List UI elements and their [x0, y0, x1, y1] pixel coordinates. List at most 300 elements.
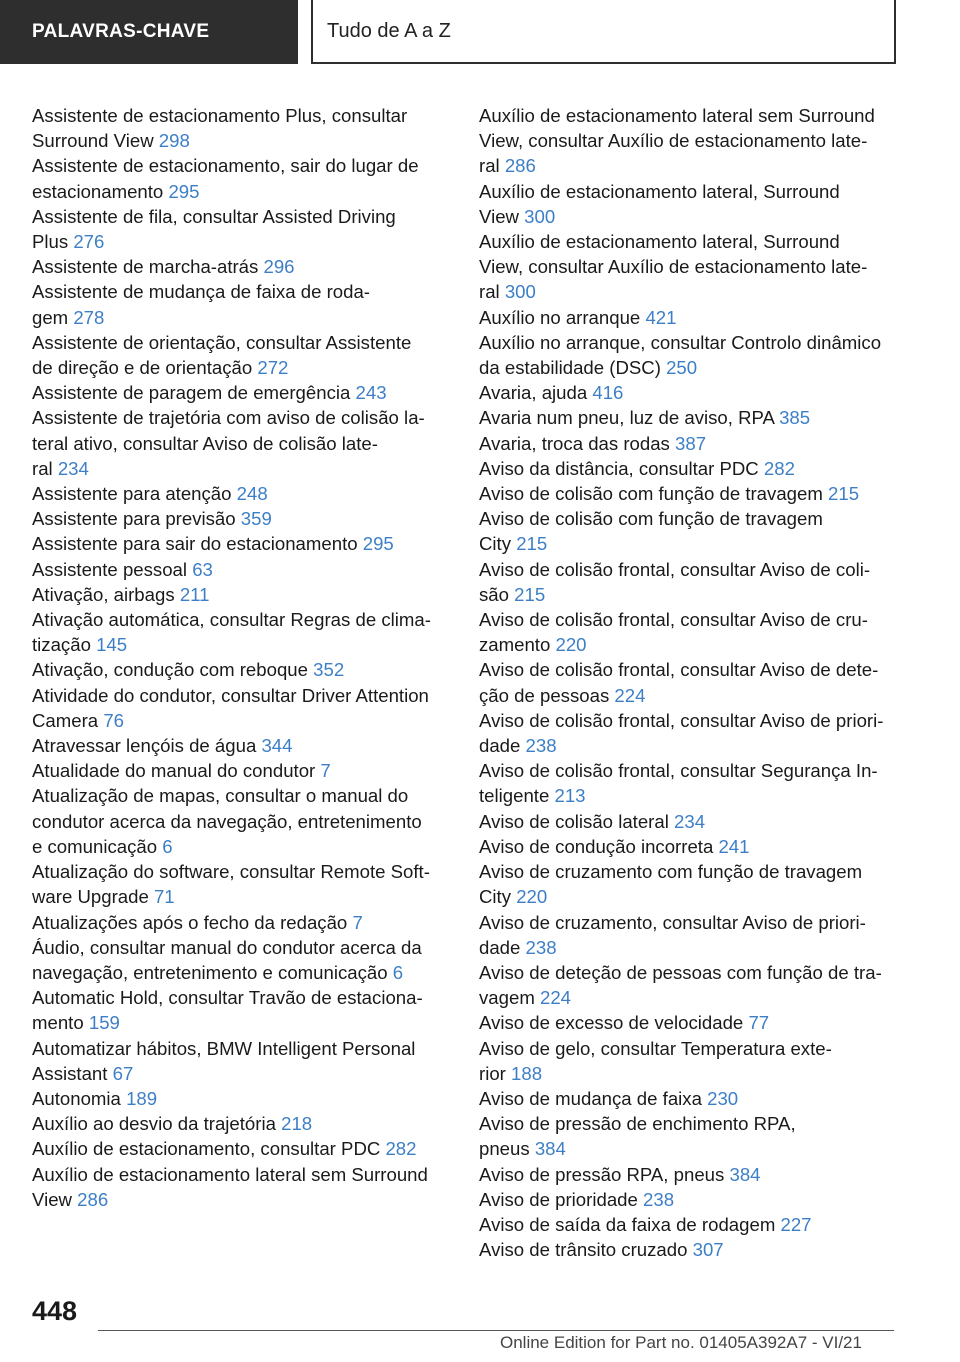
index-entry-text: ware Upgrade: [32, 886, 149, 908]
index-entry-text: Aviso de colisão com função de travagem: [479, 508, 823, 530]
index-entry-line: [479, 582, 899, 607]
index-entry: [32, 405, 452, 481]
page-reference-link[interactable]: 384: [534, 1138, 566, 1160]
index-entry-text: Assistente de estacionamento, sair do lugar de: [32, 155, 419, 177]
page-reference-link[interactable]: 248: [236, 483, 268, 505]
index-entry-line: [32, 128, 452, 153]
page-reference-link[interactable]: 224: [614, 684, 646, 706]
index-entry-text: zamento: [479, 634, 551, 656]
index-entry: [479, 859, 899, 909]
index-entry: [32, 1162, 452, 1212]
page-reference-link[interactable]: 387: [675, 432, 707, 454]
index-entry-text: Auxílio de estacionamento lateral sem Surround: [32, 1163, 428, 1185]
index-entry-text: Atualizações após o fecho da redação: [32, 911, 348, 933]
page-reference-link[interactable]: 211: [179, 583, 210, 605]
index-entry-text: Auxílio no arranque: [479, 306, 641, 328]
index-entry-text: Assistente de mudança de faixa de roda-: [32, 281, 370, 303]
index-entry: [32, 758, 452, 783]
page-reference-link[interactable]: 359: [240, 508, 272, 530]
page-reference-link[interactable]: 295: [362, 533, 394, 555]
page-reference-link[interactable]: 282: [385, 1138, 417, 1160]
index-entry-line: [479, 1061, 899, 1086]
section-label: PALAVRAS-CHAVE: [32, 21, 210, 42]
index-entry-text: mento: [32, 1012, 84, 1034]
index-entry: [479, 1086, 899, 1111]
page-reference-link[interactable]: 234: [57, 457, 89, 479]
index-entry-text: gem: [32, 306, 69, 328]
page-reference-link[interactable]: 213: [554, 785, 586, 807]
index-entry-text: Aviso da distância, consultar PDC: [479, 457, 759, 479]
index-entry: [32, 859, 452, 909]
page-reference-link[interactable]: 295: [168, 180, 200, 202]
index-entry: [479, 1162, 899, 1187]
index-entry-text: City: [479, 533, 512, 555]
index-entry: [479, 305, 899, 330]
index-entry: [32, 481, 452, 506]
page-reference-link[interactable]: 300: [524, 205, 556, 227]
index-entry-line: [32, 607, 452, 632]
index-entry-line: [479, 859, 899, 884]
index-entry-line: [479, 1136, 899, 1161]
index-entry-line: [479, 960, 899, 985]
page-reference-link[interactable]: 416: [592, 382, 624, 404]
index-entry: [32, 506, 452, 531]
index-entry-text: Atualização de mapas, consultar o manual do: [32, 785, 409, 807]
index-entry: [32, 254, 452, 279]
index-entry-text: Atividade do condutor, consultar Driver Attention: [32, 684, 429, 706]
page-reference-link[interactable]: 189: [126, 1087, 158, 1109]
index-entry-text: Assistente de estacionamento Plus, consultar: [32, 105, 408, 126]
index-entry-line: [479, 456, 899, 481]
index-entry: [479, 330, 899, 380]
index-entry-line: [479, 935, 899, 960]
index-entry: [32, 1136, 452, 1161]
index-entry-text: de direção e de orientação: [32, 357, 253, 379]
index-entry-text: e comunicação: [32, 835, 158, 857]
index-entry: [479, 1010, 899, 1035]
page-reference-link[interactable]: 238: [643, 1188, 675, 1210]
index-entry-line: [479, 884, 899, 909]
index-entry: [32, 783, 452, 859]
page-reference-link[interactable]: 282: [763, 457, 795, 479]
index-entry-text: Assistente de fila, consultar Assisted Driving: [32, 205, 396, 227]
page-reference-link[interactable]: 241: [718, 835, 750, 857]
page-reference-link[interactable]: 300: [504, 281, 536, 303]
index-entry-text: ção de pessoas: [479, 684, 610, 706]
index-entry-line: [479, 380, 899, 405]
page-reference-link[interactable]: 230: [707, 1087, 739, 1109]
page-reference-link[interactable]: 220: [516, 886, 548, 908]
index-entry: [32, 683, 452, 733]
index-entry-text: City: [479, 886, 512, 908]
index-entry-text: Autonomia: [32, 1087, 121, 1109]
index-entry-line: [479, 910, 899, 935]
page-reference-link[interactable]: 278: [73, 306, 105, 328]
index-entry: [479, 910, 899, 960]
index-entry: [32, 330, 452, 380]
page-reference-link[interactable]: 188: [511, 1062, 543, 1084]
index-entry-line: [32, 758, 452, 783]
page-reference-link[interactable]: 6: [162, 835, 173, 857]
index-entry-line: [479, 783, 899, 808]
index-entry-text: Assistente de marcha-atrás: [32, 256, 259, 278]
index-entry-line: [479, 355, 899, 380]
page-reference-link[interactable]: 7: [352, 911, 363, 933]
page-reference-link[interactable]: 220: [555, 634, 587, 656]
index-entry-text: Aviso de mudança de faixa: [479, 1087, 702, 1109]
index-entry-line: [32, 456, 452, 481]
index-entry-text: Camera: [32, 709, 99, 731]
page-reference-link[interactable]: 159: [88, 1012, 120, 1034]
index-entry-text: dade: [479, 735, 521, 757]
index-entry-line: [479, 405, 899, 430]
index-entry-text: Auxílio de estacionamento, consultar PDC: [32, 1138, 381, 1160]
index-entry-line: [479, 204, 899, 229]
index-entry-text: Aviso de cruzamento, consultar Aviso de priori-: [479, 911, 866, 933]
index-entry-line: [479, 1036, 899, 1061]
index-entry-text: Aviso de gelo, consultar Temperatura exte-: [479, 1037, 832, 1059]
index-entry: [32, 1036, 452, 1086]
page-reference-link[interactable]: 296: [263, 256, 295, 278]
index-entry: [479, 607, 899, 657]
index-entry: [479, 431, 899, 456]
index-entry-line: [32, 103, 452, 128]
page-reference-link[interactable]: 298: [158, 130, 190, 152]
index-entry: [32, 204, 452, 254]
index-entry: [32, 910, 452, 935]
index-entry: [32, 380, 452, 405]
index-column-left: [32, 103, 452, 1212]
index-entry-line: [479, 229, 899, 254]
page-reference-link[interactable]: 384: [729, 1163, 761, 1185]
index-entry-text: Aviso de colisão frontal, consultar Segurança In-: [479, 760, 878, 782]
index-entry-text: Aviso de colisão lateral: [479, 810, 669, 832]
index-entry-line: [32, 910, 452, 935]
index-entry-line: [32, 1187, 452, 1212]
index-entry-text: Atravessar lençóis de água: [32, 735, 257, 757]
index-entry-line: [479, 179, 899, 204]
index-entry: [479, 1212, 899, 1237]
page-reference-link[interactable]: 227: [780, 1213, 812, 1235]
footer-edition: Online Edition for Part no. 01405A392A7 - VI/21: [500, 1333, 862, 1352]
index-entry-line: [479, 330, 899, 355]
index-entry-line: [479, 733, 899, 758]
index-entry-text: Auxílio de estacionamento lateral, Surround: [479, 231, 840, 253]
page-reference-link[interactable]: 77: [748, 1012, 770, 1034]
index-entry-text: da estabilidade (DSC): [479, 357, 661, 379]
page-reference-link[interactable]: 344: [261, 735, 293, 757]
index-entry-text: Atualidade do manual do condutor: [32, 760, 316, 782]
page-reference-link[interactable]: 145: [96, 634, 128, 656]
index-entry-text: View, consultar Auxílio de estacionamento late-: [479, 130, 868, 152]
index-entry-line: [479, 1212, 899, 1237]
index-entry: [479, 708, 899, 758]
index-entry-line: [32, 1086, 452, 1111]
index-entry-text: vagem: [479, 987, 535, 1009]
index-entry-line: [479, 103, 899, 128]
index-entry-line: [32, 884, 452, 909]
index-entry: [479, 1237, 899, 1262]
page-reference-link[interactable]: 218: [281, 1113, 313, 1135]
index-entry-text: ral: [479, 155, 500, 177]
index-entry-line: [32, 557, 452, 582]
index-entry-line: [479, 305, 899, 330]
index-entry-line: [479, 1237, 899, 1262]
index-entry-text: Plus: [32, 231, 69, 253]
index-entry-text: Aviso de condução incorreta: [479, 835, 714, 857]
index-entry: [479, 834, 899, 859]
page-reference-link[interactable]: 76: [103, 709, 124, 731]
page-reference-link[interactable]: 307: [692, 1239, 724, 1261]
index-entry-text: Auxílio no arranque, consultar Controlo dinâmico: [479, 331, 882, 353]
index-entry-text: Aviso de deteção de pessoas com função de tra-: [479, 961, 882, 983]
index-entry-line: [32, 985, 452, 1010]
index-entry-text: View: [32, 1188, 72, 1210]
index-entry-text: Assistente pessoal: [32, 558, 188, 580]
index-entry: [32, 1086, 452, 1111]
index-entry-line: [32, 254, 452, 279]
index-entry-line: [32, 431, 452, 456]
index-entry: [32, 935, 452, 985]
index-entry-text: Atualização do software, consultar Remote Soft-: [32, 861, 430, 883]
index-entry-line: [32, 657, 452, 682]
index-entry: [479, 179, 899, 229]
index-entry-text: Aviso de colisão frontal, consultar Aviso de dete-: [479, 659, 879, 681]
index-entry-line: [32, 531, 452, 556]
index-entry-text: navegação, entretenimento e comunicação: [32, 961, 388, 983]
index-entry-line: [32, 582, 452, 607]
page-reference-link[interactable]: 272: [257, 357, 289, 379]
index-entry: [479, 557, 899, 607]
index-entry-text: Surround View: [32, 130, 154, 152]
index-entry-line: [32, 305, 452, 330]
index-entry-line: [479, 431, 899, 456]
page-reference-link[interactable]: 215: [514, 583, 546, 605]
index-entry: [479, 405, 899, 430]
page-reference-link[interactable]: 421: [645, 306, 677, 328]
index-entry-line: [32, 1036, 452, 1061]
index-entry: [32, 1111, 452, 1136]
index-entry-text: tização: [32, 634, 91, 656]
index-entry-text: dade: [479, 936, 521, 958]
index-entry-text: Assistente de trajetória com aviso de colisão la-: [32, 407, 425, 429]
index-entry-text: ral: [479, 281, 500, 303]
index-entry-text: Avaria num pneu, luz de aviso, RPA: [479, 407, 774, 429]
index-entry-line: [479, 1010, 899, 1035]
index-entry: [32, 557, 452, 582]
page-reference-link[interactable]: 71: [153, 886, 175, 908]
index-entry: [479, 481, 899, 506]
index-entry-line: [32, 481, 452, 506]
index-entry-text: Automatizar hábitos, BMW Intelligent Personal: [32, 1037, 416, 1059]
page-reference-link[interactable]: 250: [666, 357, 698, 379]
index-entry-line: [479, 481, 899, 506]
section-tab: [0, 0, 298, 64]
index-entry-text: Aviso de colisão frontal, consultar Aviso de coli-: [479, 558, 871, 580]
index-entry-line: [479, 1111, 899, 1136]
index-entry-text: condutor acerca da navegação, entretenimento: [32, 810, 422, 832]
index-entry: [32, 985, 452, 1035]
index-entry-line: [32, 783, 452, 808]
index-entry-line: [32, 733, 452, 758]
page-reference-link[interactable]: 243: [355, 382, 387, 404]
page-reference-link[interactable]: 385: [779, 407, 811, 429]
index-entry-text: Assistente para previsão: [32, 508, 236, 530]
index-entry-line: [32, 1010, 452, 1035]
header-title-box: [311, 0, 896, 64]
index-entry-line: [32, 960, 452, 985]
index-entry-line: [32, 632, 452, 657]
index-entry-text: Assistente de orientação, consultar Assistente: [32, 331, 412, 353]
index-entry-text: Assistente para sair do estacionamento: [32, 533, 358, 555]
index-entry-text: teral ativo, consultar Aviso de colisão late-: [32, 432, 378, 454]
index-entry: [479, 809, 899, 834]
page-number: 448: [32, 1296, 78, 1326]
index-entry: [479, 380, 899, 405]
index-entry-line: [32, 506, 452, 531]
index-entry-line: [32, 380, 452, 405]
index-entry-line: [32, 708, 452, 733]
index-entry-text: pneus: [479, 1138, 530, 1160]
index-entry-text: rior: [479, 1062, 506, 1084]
index-entry-line: [32, 355, 452, 380]
index-entry-line: [479, 557, 899, 582]
index-entry-line: [32, 935, 452, 960]
index-entry-line: [479, 279, 899, 304]
index-entry-line: [32, 1061, 452, 1086]
index-entry-text: Auxílio ao desvio da trajetória: [32, 1113, 276, 1135]
index-entry-text: View: [479, 205, 519, 227]
index-entry-line: [32, 1111, 452, 1136]
index-entry: [479, 758, 899, 808]
index-entry-text: Assistant: [32, 1062, 108, 1084]
index-entry-text: teligente: [479, 785, 550, 807]
index-entry: [32, 582, 452, 607]
index-entry-line: [32, 834, 452, 859]
index-entry-line: [32, 153, 452, 178]
index-entry: [479, 657, 899, 707]
index-entry-line: [479, 758, 899, 783]
index-entry-line: [479, 1187, 899, 1212]
index-entry-line: [32, 1162, 452, 1187]
index-entry: [32, 531, 452, 556]
index-entry-line: [479, 657, 899, 682]
page-reference-link[interactable]: 234: [674, 810, 706, 832]
index-entry-text: Aviso de prioridade: [479, 1188, 638, 1210]
index-entry-text: Avaria, ajuda: [479, 382, 588, 404]
index-entry: [479, 456, 899, 481]
index-entry: [32, 153, 452, 203]
index-entry-line: [479, 632, 899, 657]
index-entry-line: [479, 985, 899, 1010]
index-entry-line: [479, 683, 899, 708]
index-entry-line: [479, 834, 899, 859]
index-entry-text: Avaria, troca das rodas: [479, 432, 670, 454]
index-entry-text: são: [479, 583, 509, 605]
page-reference-link[interactable]: 67: [112, 1062, 134, 1084]
index-entry-line: [32, 179, 452, 204]
index-entry-line: [479, 607, 899, 632]
index-entry: [479, 1036, 899, 1086]
index-entry-line: [479, 153, 899, 178]
page-reference-link[interactable]: 352: [313, 659, 345, 681]
index-entry-line: [479, 254, 899, 279]
index-entry: [479, 1111, 899, 1161]
index-entry-text: ral: [32, 457, 53, 479]
index-entry-text: Auxílio de estacionamento lateral sem Surround: [479, 105, 875, 126]
page-reference-link[interactable]: 7: [320, 760, 331, 782]
index-entry-text: Aviso de colisão frontal, consultar Aviso de cru-: [479, 609, 868, 631]
index-entry-line: [479, 809, 899, 834]
page-reference-link[interactable]: 6: [392, 961, 404, 983]
index-entry-line: [32, 405, 452, 430]
index-entry-line: [479, 708, 899, 733]
index-entry: [32, 733, 452, 758]
index-entry-text: Aviso de cruzamento com função de travagem: [479, 861, 863, 883]
index-entry: [479, 103, 899, 179]
page-reference-link[interactable]: 224: [539, 987, 572, 1009]
index-entry-line: [32, 279, 452, 304]
page-reference-link[interactable]: 276: [73, 231, 105, 253]
index-entry-text: Aviso de colisão com função de travagem: [479, 483, 823, 505]
index-entry-text: Áudio, consultar manual do condutor acerca da: [32, 936, 422, 958]
index-entry-text: Assistente de paragem de emergência: [32, 382, 351, 404]
index-entry: [32, 607, 452, 657]
index-entry: [479, 960, 899, 1010]
index-entry-text: Auxílio de estacionamento lateral, Surround: [479, 180, 840, 202]
index-entry: [479, 506, 899, 556]
index-entry-line: [479, 1162, 899, 1187]
index-entry: [32, 103, 452, 153]
footer-divider: [98, 1330, 894, 1331]
index-entry-line: [479, 506, 899, 531]
index-entry-text: Automatic Hold, consultar Travão de estaciona-: [32, 987, 423, 1009]
index-entry-text: estacionamento: [32, 180, 164, 202]
page-reference-link[interactable]: 63: [192, 558, 213, 580]
page-reference-link[interactable]: 286: [504, 155, 536, 177]
index-entry-text: Aviso de trânsito cruzado: [479, 1239, 688, 1261]
index-entry-line: [32, 859, 452, 884]
index-entry-text: Aviso de saída da faixa de rodagem: [479, 1213, 776, 1235]
page-reference-link[interactable]: 286: [77, 1188, 109, 1210]
index-entry-line: [479, 531, 899, 556]
page-reference-link[interactable]: 238: [525, 735, 557, 757]
index-entry-text: View, consultar Auxílio de estacionamento late-: [479, 256, 868, 278]
index-entry-text: Ativação, airbags: [32, 583, 175, 605]
index-entry-line: [32, 204, 452, 229]
index-entry: [32, 657, 452, 682]
index-entry-text: Ativação, condução com reboque: [32, 659, 308, 681]
index-entry-text: Aviso de pressão de enchimento RPA,: [479, 1113, 796, 1135]
index-entry-line: [479, 128, 899, 153]
index-entry-text: Assistente para atenção: [32, 483, 232, 505]
index-entry: [479, 229, 899, 305]
index-entry-line: [32, 229, 452, 254]
page-reference-link[interactable]: 215: [828, 483, 860, 505]
index-column-right: [479, 103, 899, 1262]
index-entry: [32, 279, 452, 329]
index-entry-line: [32, 683, 452, 708]
index-entry-text: Aviso de colisão frontal, consultar Aviso de priori-: [479, 709, 884, 731]
page-reference-link[interactable]: 238: [525, 936, 557, 958]
page-reference-link[interactable]: 215: [516, 533, 548, 555]
header-title: Tudo de A a Z: [327, 19, 451, 42]
index-entry-line: [32, 330, 452, 355]
index-entry-line: [32, 1136, 452, 1161]
index-entry-text: Aviso de pressão RPA, pneus: [479, 1163, 725, 1185]
index-entry: [479, 1187, 899, 1212]
index-entry-text: Aviso de excesso de velocidade: [479, 1012, 744, 1034]
